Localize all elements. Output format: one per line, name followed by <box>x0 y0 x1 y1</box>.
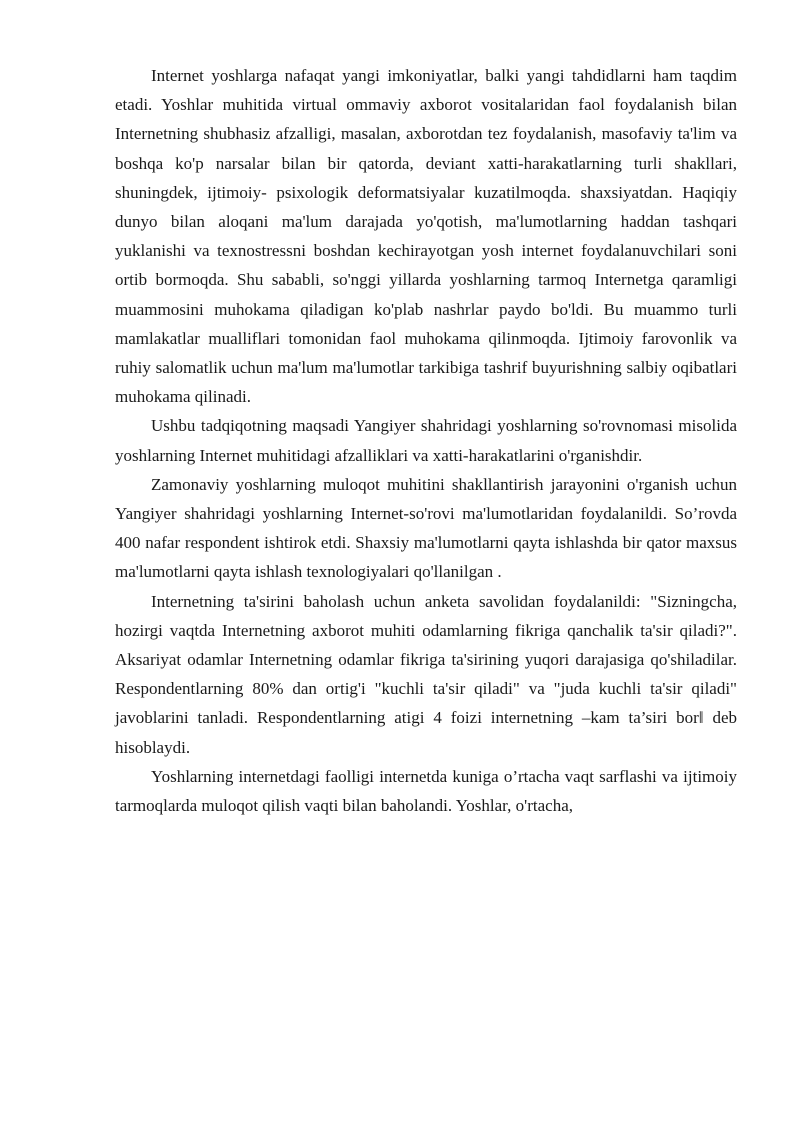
paragraph-internet-influence: Internetning ta'sirini baholash uchun anketa savolidan foydalanildi: "Sizningcha, hozirgi vaqtda Internetning axborot muhiti odamlarning fikriga qanchalik ta'sir qiladi?". Aksariyat odamlar Internetning odamlar fikriga ta'sirining yuqori darajasiga qo'shiladilar. Respondentlarning 80% dan ortig'i "kuchli ta'sir qiladi" va "juda kuchli ta'sir qiladi" javoblarini tanladi. Respondentlarning atigi 4 foizi internetning –kam ta’siri bor‖ deb hisoblaydi. <box>115 591 737 757</box>
paragraph-youth-activity: Yoshlarning internetdagi faolligi internetda kuniga o’rtacha vaqt sarflashi va ijtimoiy tarmoqlarda muloqot qilish vaqti bilan baholandi. Yoshlar, o'rtacha, <box>115 766 737 816</box>
paragraph-internet-threats: Internet yoshlarga nafaqat yangi imkoniyatlar, balki yangi tahdidlarni ham taqdim etadi. Yoshlar muhitida virtual ommaviy axborot vositalaridan faol foydalanish bilan Internetning shubhasiz afzalligi, masalan, axborotdan tez foydalanish, masofaviy ta'lim va boshqa ko'p narsalar bilan bir qatorda, deviant xatti-harakatlarning turli shakllari, shuningdek, ijtimoiy- psixologik deformatsiyalar kuzatilmoqda. shaxsiyatdan. Haqiqiy dunyo bilan aloqani ma'lum darajada yo'qotish, ma'lumotlarning haddan tashqari yuklanishi va texnostressni boshdan kechirayotgan yosh internet foydalanuvchilari soni ortib bormoqda. Shu sababli, so'nggi yillarda yoshlarning tarmoq Internetga qaramligi muammosini muhokama qiladigan ko'plab nashrlar paydo bo'ldi. Bu muammo turli mamlakatlar mualliflari tomonidan faol muhokama qilinmoqda. Ijtimoiy farovonlik va ruhiy salomatlik uchun ma'lum ma'lumotlar tarkibiga tashrif buyurishning salbiy oqibatlari muhokama qilinadi. <box>115 66 737 407</box>
paragraph-survey-method: Zamonaviy yoshlarning muloqot muhitini shakllantirish jarayonini o'rganish uchun Yangiyer shahridagi yoshlarning Internet-so'rovi ma'lumotlaridan foydalanildi. So’rovda 400 nafar respondent ishtirok etdi. Shaxsiy ma'lumotlarni qayta ishlashda bir qator maxsus ma'lumotlarni qayta ishlash texnologiyalari qo'llanilgan . <box>115 474 737 582</box>
paragraph-research-goal: Ushbu tadqiqotning maqsadi Yangiyer shahridagi yoshlarning so'rovnomasi misolida yoshlarning Internet muhitidagi afzalliklari va xatti-harakatlarini o'rganishdir. <box>115 416 737 465</box>
document-page <box>115 61 737 820</box>
